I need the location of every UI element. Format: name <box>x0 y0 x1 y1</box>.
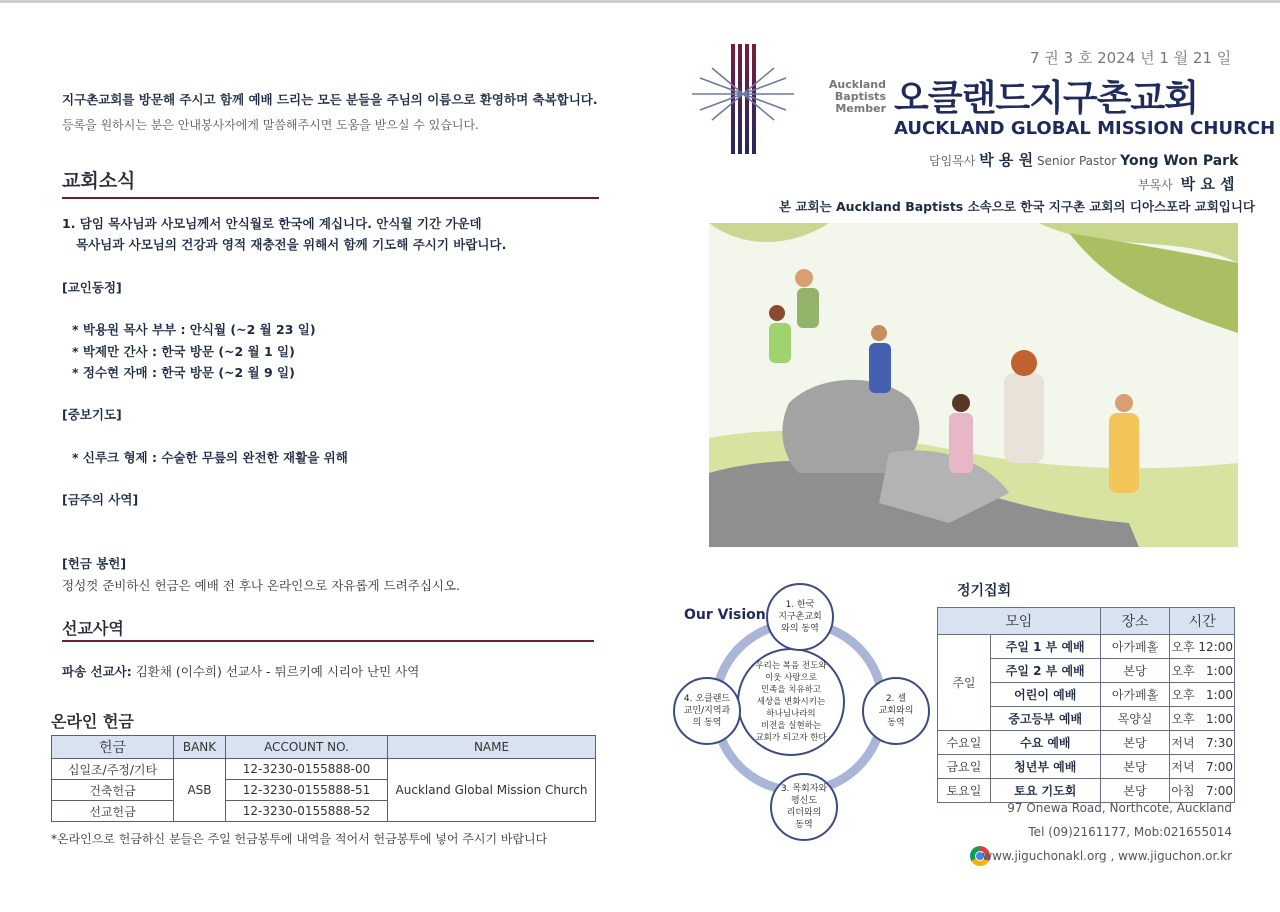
offering-header: [헌금 봉헌] <box>62 556 127 571</box>
meeting-name: 토요 기도회 <box>990 779 1100 803</box>
news-rule <box>62 197 599 199</box>
meeting-name: 중고등부 예배 <box>990 707 1100 731</box>
table-header-row <box>52 736 596 759</box>
welcome-line-1: 지구촌교회를 방문해 주시고 함께 예배 드리는 모든 분들을 주님의 이름으로 환영하며 축복합니다. <box>62 92 598 107</box>
member-item: * 정수현 자매 : 한국 방문 (~2 월 9 일) <box>72 365 295 380</box>
schedule-title: 정기집회 <box>957 583 1012 599</box>
church-phone: Tel (09)2161177, Mob:021655014 <box>1028 825 1232 839</box>
table-row <box>938 755 1235 779</box>
col-header: NAME <box>388 736 596 759</box>
prayer-item: * 신루크 형제 : 수술한 무릎의 완전한 재활을 위해 <box>72 450 348 465</box>
meeting-name: 어린이 예배 <box>990 683 1100 707</box>
associate-pastor <box>1138 173 1235 194</box>
meeting-place: 목양실 <box>1100 707 1170 731</box>
meeting-place: 아가페홀 <box>1100 635 1170 659</box>
bank-cell: ASB <box>174 759 226 822</box>
meeting-place: 아가페홀 <box>1100 683 1170 707</box>
news-item-1-line-1: 1. 담임 목사님과 사모님께서 안식월로 한국에 계십니다. 안식월 기간 가운데 <box>62 216 482 231</box>
vision-circle-1: 1. 한국 지구촌교회 와의 동역 <box>766 583 834 651</box>
meeting-time: 오후 1:00 <box>1170 707 1235 731</box>
church-name-korean: 오클랜드지구촌교회 <box>894 78 1198 119</box>
meeting-time: 저녁 7:00 <box>1170 755 1235 779</box>
associate-pastor-name: 박 요 셉 <box>1180 175 1235 193</box>
church-cross-logo <box>690 42 796 156</box>
col-header: BANK <box>174 736 226 759</box>
meeting-name: 수요 예배 <box>990 731 1100 755</box>
members-header: [교인동정] <box>62 280 122 295</box>
day-cell: 주일 <box>938 635 991 731</box>
issue-date: 7 권 3 호 2024 년 1 월 21 일 <box>1030 49 1232 67</box>
table-row <box>938 779 1235 803</box>
senior-pastor-label-eng: Senior Pastor <box>1036 154 1117 168</box>
account-no: 12-3230-0155888-52 <box>226 801 388 822</box>
meeting-time: 오후 12:00 <box>1170 635 1235 659</box>
account-no: 12-3230-0155888-00 <box>226 759 388 780</box>
member-item: * 박용원 목사 부부 : 안식월 (~2 월 23 일) <box>72 322 316 337</box>
church-websites[interactable]: www.jiguchonakl.org , www.jiguchon.or.kr <box>982 849 1232 863</box>
schedule-table <box>937 607 1235 803</box>
account-name: Auckland Global Mission Church <box>388 759 596 822</box>
ministry-header: [금주의 사역] <box>62 492 139 507</box>
baptists-member-badge: Auckland Baptists Member <box>828 78 886 115</box>
meeting-place: 본당 <box>1100 659 1170 683</box>
col-header: ACCOUNT NO. <box>226 736 388 759</box>
meeting-place: 본당 <box>1100 731 1170 755</box>
col-header: 장소 <box>1100 608 1170 635</box>
meeting-place: 본당 <box>1100 779 1170 803</box>
vision-center: 우리는 복음 전도와 이웃 사랑으로 민족을 치유하고 세상을 변화시키는 하나님나라의 비전을 실현하는 교회가 되고자 한다 <box>737 648 845 756</box>
meeting-name: 청년부 예배 <box>990 755 1100 779</box>
mission-title: 선교사역 <box>62 619 124 638</box>
member-item: * 박제만 간사 : 한국 방문 (~2 월 1 일) <box>72 344 295 359</box>
day-cell: 금요일 <box>938 755 991 779</box>
welcome-line-2: 등록을 원하시는 분은 안내봉사자에게 말씀해주시면 도움을 받으실 수 있습니다. <box>62 118 479 132</box>
table-row <box>938 731 1235 755</box>
table-row <box>938 635 1235 659</box>
senior-pastor-name-eng: Yong Won Park <box>1120 153 1239 169</box>
offering-type: 십일조/주정/기타 <box>52 759 174 780</box>
offering-type: 선교헌금 <box>52 801 174 822</box>
col-header: 시간 <box>1170 608 1235 635</box>
meeting-time: 저녁 7:30 <box>1170 731 1235 755</box>
associate-pastor-label: 부목사 <box>1138 178 1173 192</box>
senior-pastor <box>929 149 1238 170</box>
col-header: 헌금 <box>52 736 174 759</box>
table-header-row <box>938 608 1235 635</box>
day-cell: 수요일 <box>938 731 991 755</box>
senior-pastor-name-kor: 박 용 원 <box>979 151 1034 169</box>
top-border <box>0 0 1280 3</box>
day-cell: 토요일 <box>938 779 991 803</box>
senior-pastor-label: 담임목사 <box>929 154 976 168</box>
vision-title: Our Vision <box>684 607 766 623</box>
meeting-time: 오후 1:00 <box>1170 683 1235 707</box>
col-header: 모임 <box>938 608 1101 635</box>
vision-circle-4: 4. 오클랜드 교민/지역과 의 동역 <box>673 677 741 745</box>
mission-line <box>62 662 419 680</box>
meeting-name: 주일 1 부 예배 <box>990 635 1100 659</box>
offering-text: 정성껏 준비하신 헌금은 예배 전 후나 온라인으로 자유롭게 드려주십시오. <box>62 578 461 593</box>
table-row <box>52 759 596 780</box>
meeting-time: 아침 7:00 <box>1170 779 1235 803</box>
mission-text: 김환채 (이수희) 선교사 - 튀르키예 시리아 난민 사역 <box>131 664 420 679</box>
meeting-name: 주일 2 부 예배 <box>990 659 1100 683</box>
online-offering-table <box>51 735 596 822</box>
account-no: 12-3230-0155888-51 <box>226 780 388 801</box>
online-offering-title: 온라인 헌금 <box>51 712 134 731</box>
church-name-english: AUCKLAND GLOBAL MISSION CHURCH <box>894 118 1276 139</box>
news-title: 교회소식 <box>62 170 136 192</box>
hikers-illustration <box>709 223 1238 547</box>
church-address: 97 Onewa Road, Northcote, Auckland <box>1007 801 1232 815</box>
vision-circle-2: 2. 셀 교회와의 동역 <box>862 677 930 745</box>
online-offering-note: *온라인으로 헌금하신 분들은 주일 헌금봉투에 내역을 적어서 헌금봉투에 넣어 주시기 바랍니다 <box>51 832 548 846</box>
meeting-place: 본당 <box>1100 755 1170 779</box>
church-affiliation: 본 교회는 Auckland Baptists 소속으로 한국 지구촌 교회의 디아스포라 교회입니다 <box>779 199 1256 214</box>
prayer-header: [중보기도] <box>62 407 122 422</box>
vision-circle-3: 3. 목회자와 평신도 리더와의 동역 <box>770 773 838 841</box>
news-item-1-line-2: 목사님과 사모님의 건강과 영적 재충전을 위해서 함께 기도해 주시기 바랍니다. <box>76 237 507 252</box>
mission-label: 파송 선교사: <box>62 664 132 679</box>
mission-rule <box>62 640 594 642</box>
offering-type: 건축헌금 <box>52 780 174 801</box>
meeting-time: 오후 1:00 <box>1170 659 1235 683</box>
